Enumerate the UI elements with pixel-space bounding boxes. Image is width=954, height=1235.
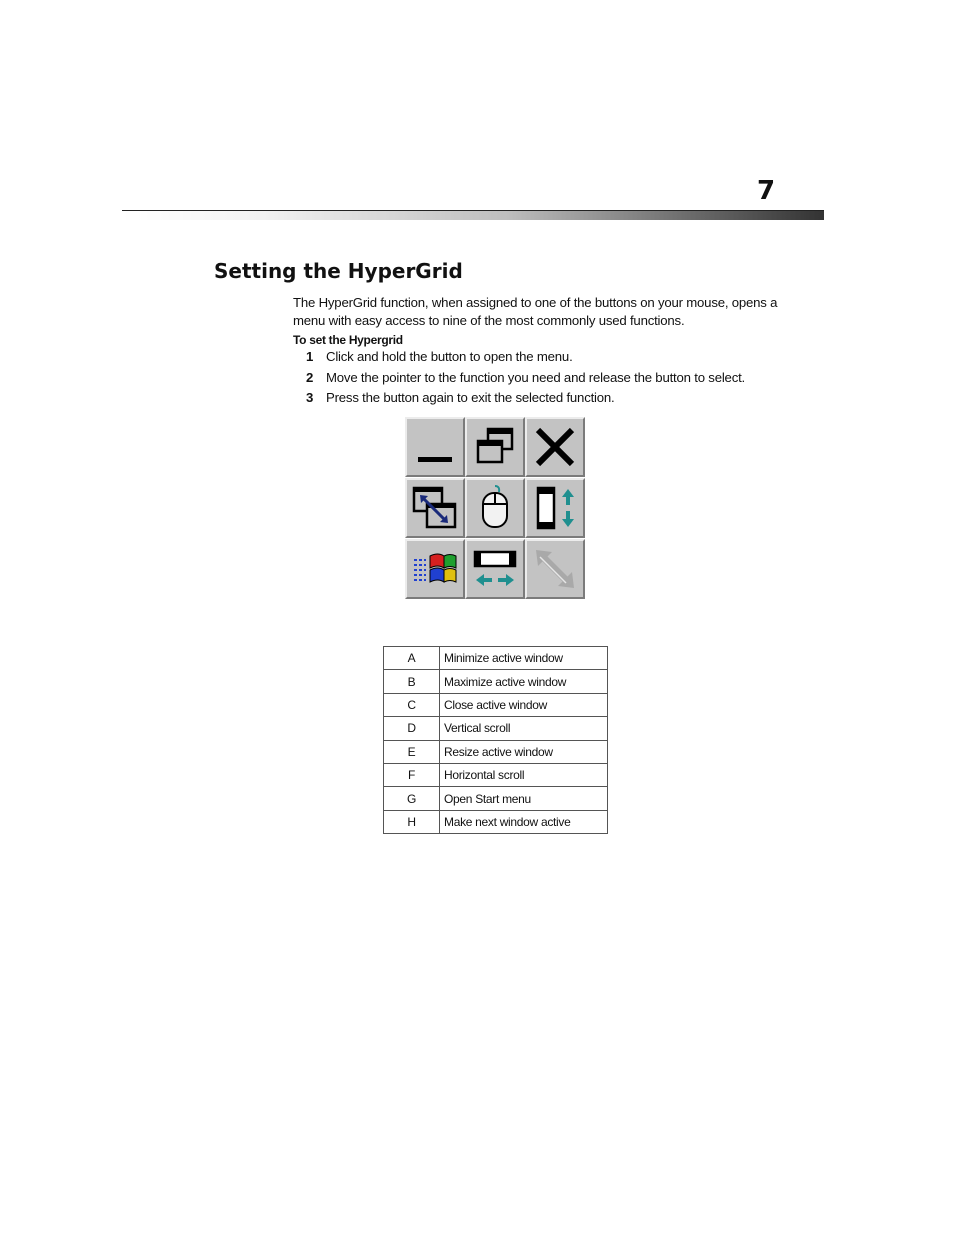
legend-label: Make next window active [440,810,608,833]
header-gradient-bar [122,210,824,220]
hypergrid-cell-vertical-scroll[interactable] [525,478,585,538]
steps-list [306,348,745,410]
hypergrid-cell-close[interactable] [525,417,585,477]
resize-window-icon [410,483,460,533]
intro-paragraph: The HyperGrid function, when assigned to one of the buttons on your mouse, opens a menu with easy access to nine of the most commonly used functions. [293,295,778,328]
step-item [306,348,745,369]
function-legend-table [383,646,608,834]
restore-window-icon [470,422,520,472]
table-row [384,787,608,810]
minimize-icon [410,422,460,472]
close-icon [530,422,580,472]
step-item [306,389,745,410]
legend-label: Open Start menu [440,787,608,810]
table-row [384,810,608,833]
legend-key: G [384,787,440,810]
windows-logo-icon [410,544,460,594]
hypergrid-cell-next-window[interactable] [525,539,585,599]
hypergrid-cell-horizontal-scroll[interactable] [465,539,525,599]
mouse-icon [470,483,520,533]
legend-key: F [384,763,440,786]
table-row [384,763,608,786]
hypergrid-cell-maximize[interactable] [465,417,525,477]
legend-label: Close active window [440,693,608,716]
legend-key: A [384,647,440,670]
procedure-title: To set the Hypergrid [293,333,403,347]
vertical-scroll-icon [530,483,580,533]
step-number: 1 [306,349,314,364]
legend-key: B [384,670,440,693]
step-text: Press the button again to exit the selected function. [326,390,615,405]
legend-label: Minimize active window [440,647,608,670]
table-row [384,647,608,670]
step-text: Move the pointer to the function you need and release the button to select. [326,369,746,385]
legend-label: Resize active window [440,740,608,763]
table-row [384,717,608,740]
legend-key: C [384,693,440,716]
horizontal-scroll-icon [470,544,520,594]
step-number: 2 [306,369,314,385]
legend-label: Maximize active window [440,670,608,693]
legend-key: H [384,810,440,833]
hypergrid-cell-minimize[interactable] [405,417,465,477]
legend-label: Vertical scroll [440,717,608,740]
section-title: Setting the HyperGrid [214,259,463,283]
legend-key: E [384,740,440,763]
hypergrid-menu [405,417,585,598]
table-row [384,740,608,763]
hypergrid-cell-mouse[interactable] [465,478,525,538]
step-text: Click and hold the button to open the menu. [326,349,573,364]
hypergrid-cell-resize[interactable] [405,478,465,538]
step-number: 3 [306,390,314,405]
table-row [384,670,608,693]
step-item [306,369,745,390]
diagonal-arrow-icon [530,544,580,594]
table-row [384,693,608,716]
legend-label: Horizontal scroll [440,763,608,786]
page-number: 7 [757,176,776,206]
hypergrid-cell-start-menu[interactable] [405,539,465,599]
legend-key: D [384,717,440,740]
